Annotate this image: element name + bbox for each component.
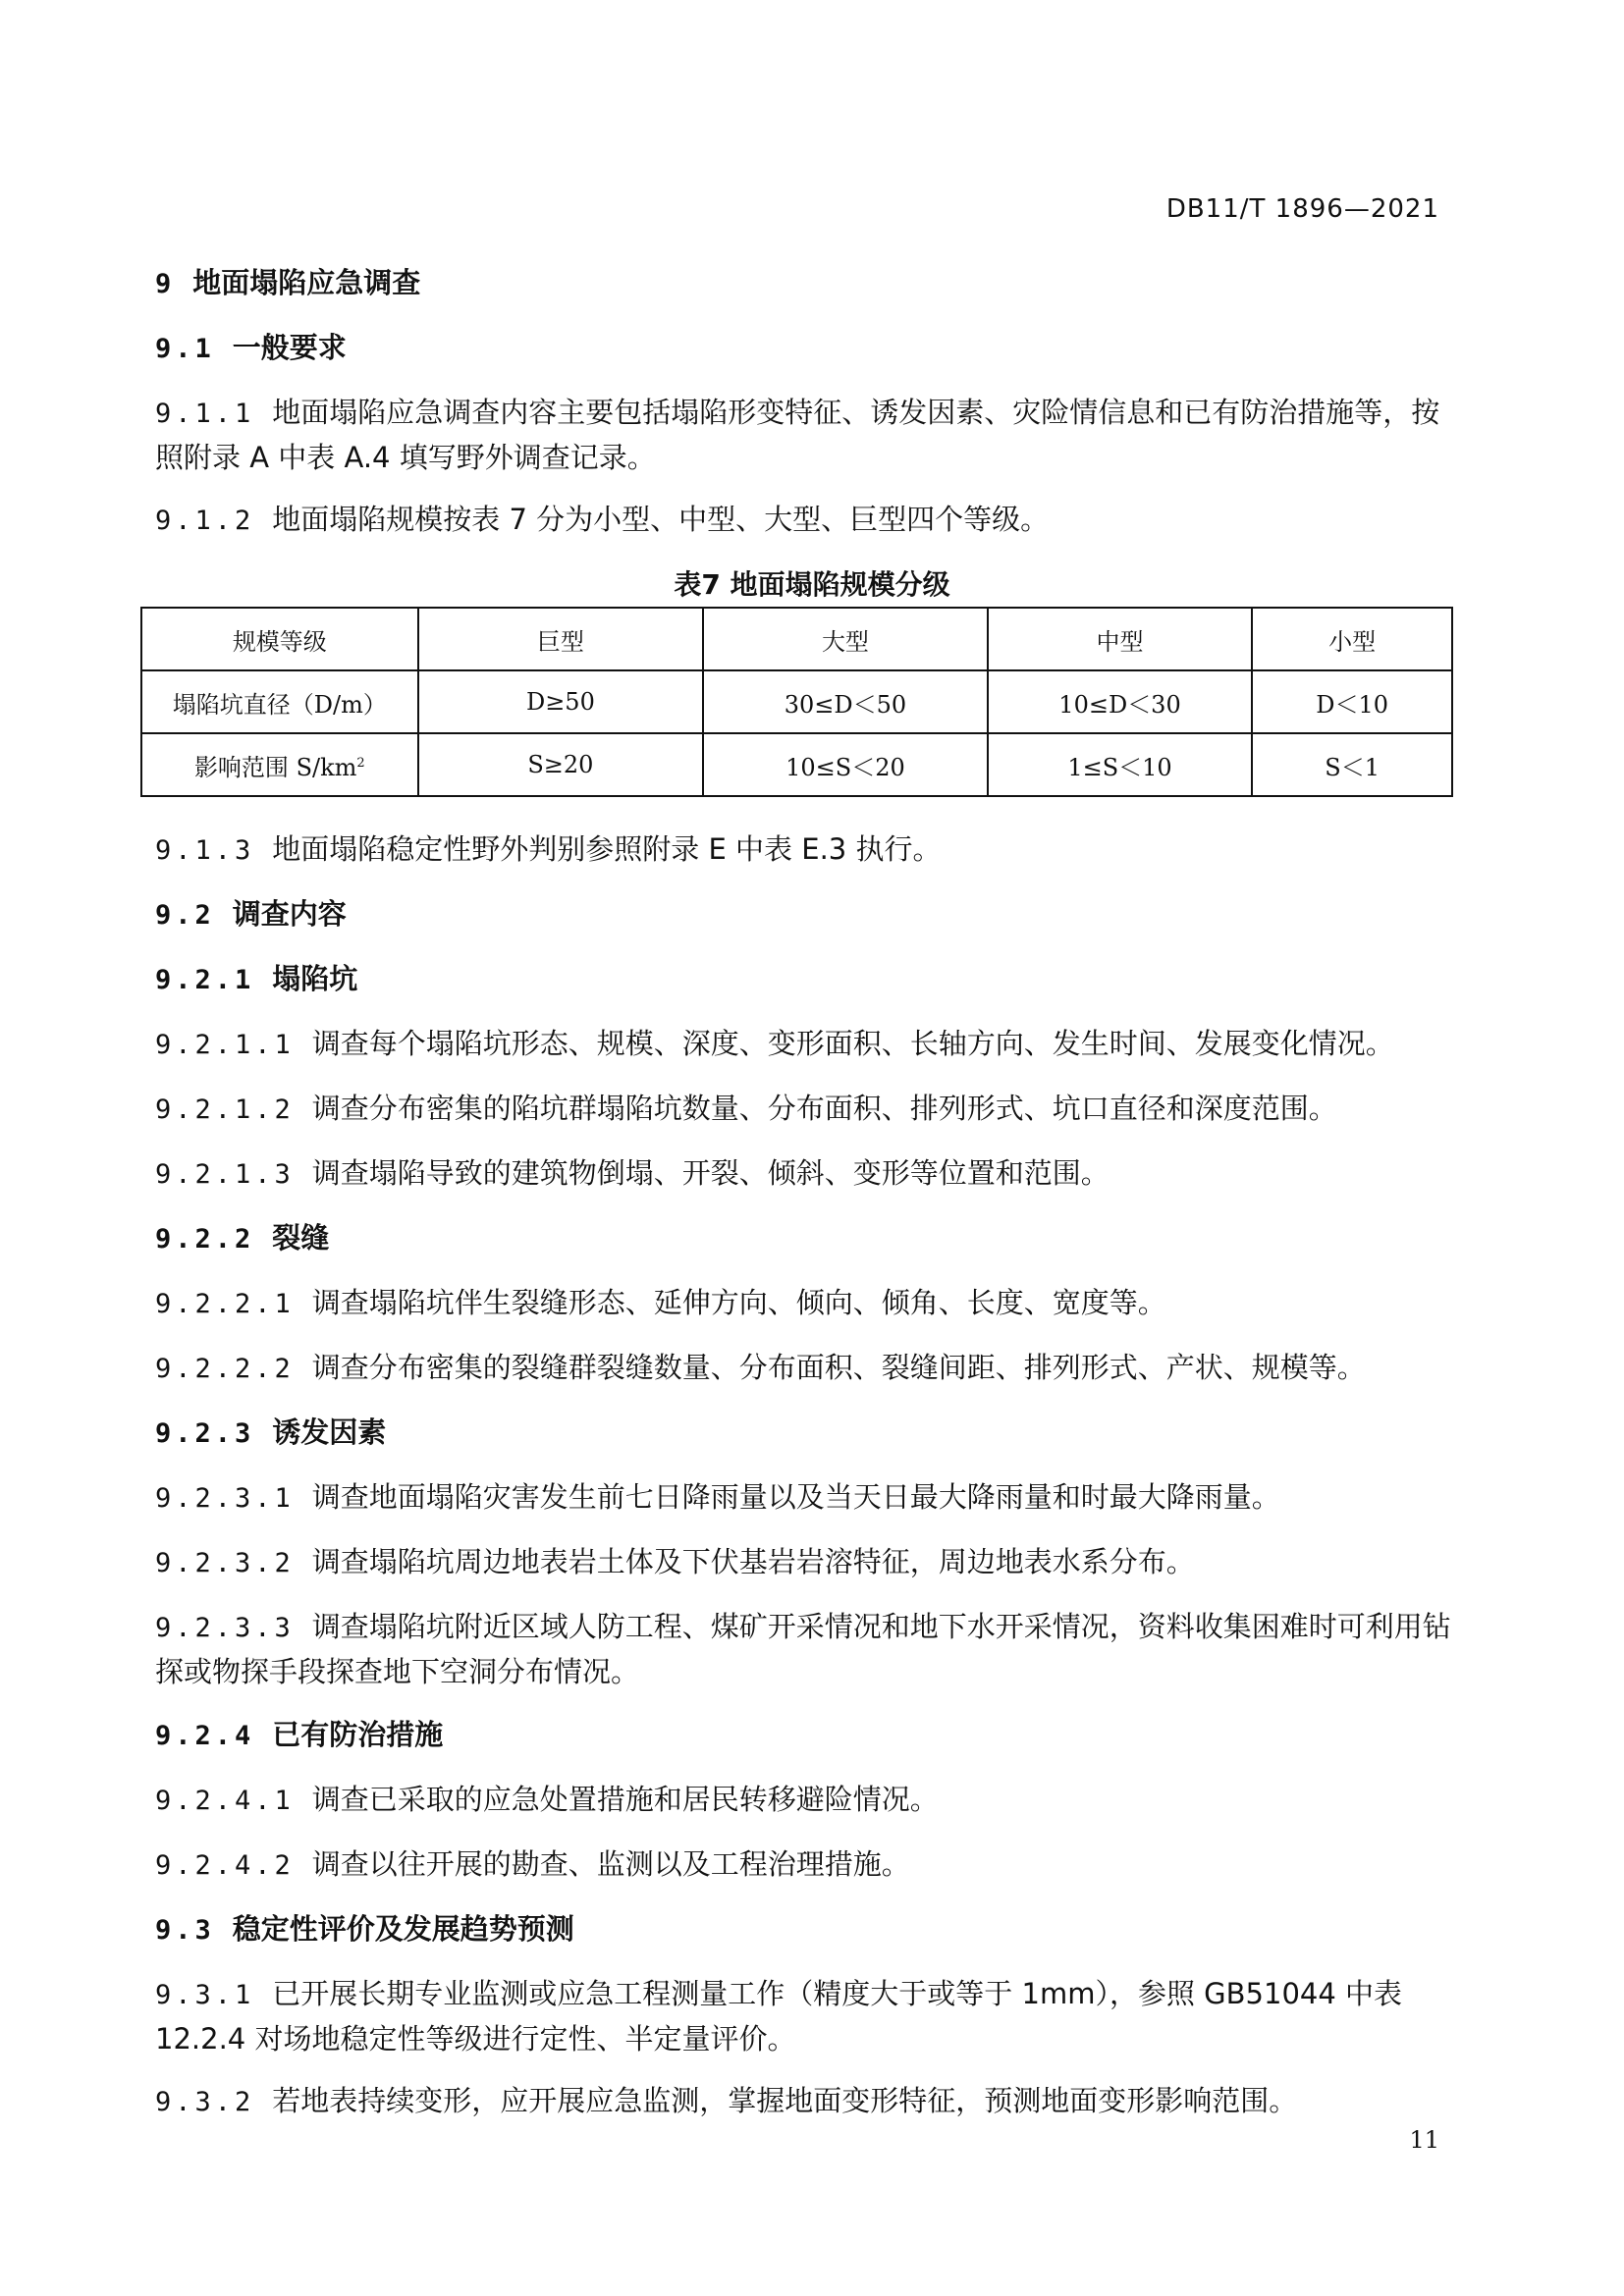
paragraph: 9.1.2 地面塌陷规模按表 7 分为小型、中型、大型、巨型四个等级。 [155, 503, 1050, 536]
section-heading: 9.2.3 诱发因素 [155, 1415, 387, 1449]
paragraph: 9.2.3.3 调查塌陷坑附近区域人防工程、煤矿开采情况和地下水开采情况，资料收集困难时可利用钻探或物探手段探查地下空洞分布情况。 [155, 1610, 1451, 1688]
paragraph: 9.2.1.1 调查每个塌陷坑形态、规模、深度、变形面积、长轴方向、发生时间、发展变化情况。 [155, 1027, 1394, 1060]
table-cell: 30≤D＜50 [703, 670, 988, 733]
table-cell: 塌陷坑直径（D/m） [141, 670, 418, 733]
paragraph: 9.2.1.2 调查分布密集的陷坑群塌陷坑数量、分布面积、排列形式、坑口直径和深度范围。 [155, 1092, 1337, 1125]
section-heading: 9 地面塌陷应急调查 [155, 266, 421, 299]
table-cell: 规模等级 [141, 608, 418, 670]
table-cell: S＜1 [1252, 733, 1452, 796]
paragraph: 9.1.3 地面塌陷稳定性野外判别参照附录 E 中表 E.3 执行。 [155, 832, 942, 866]
table-cell: S≥20 [418, 733, 704, 796]
table-row [141, 670, 1452, 733]
table-cell: 10≤S＜20 [703, 733, 988, 796]
section-heading: 9.2.4 已有防治措施 [155, 1718, 444, 1751]
paragraph: 9.2.2.2 调查分布密集的裂缝群裂缝数量、分布面积、裂缝间距、排列形式、产状、规模等。 [155, 1351, 1366, 1384]
paragraph: 9.3.1 已开展长期专业监测或应急工程测量工作（精度大于或等于 1mm），参照 GB51044 中表 12.2.4 对场地稳定性等级进行定性、半定量评价。 [155, 1977, 1403, 2056]
paragraph: 9.2.2.1 调查塌陷坑伴生裂缝形态、延伸方向、倾向、倾角、长度、宽度等。 [155, 1286, 1166, 1319]
paragraph: 9.2.4.1 调查已采取的应急处置措施和居民转移避险情况。 [155, 1783, 939, 1816]
table-cell: 中型 [988, 608, 1253, 670]
section-heading: 9.3 稳定性评价及发展趋势预测 [155, 1912, 574, 1946]
section-heading: 9.2 调查内容 [155, 897, 347, 931]
paragraph: 9.2.4.2 调查以往开展的勘查、监测以及工程治理措施。 [155, 1847, 910, 1881]
paragraph: 9.3.2 若地表持续变形，应开展应急监测，掌握地面变形特征，预测地面变形影响范围。 [155, 2084, 1298, 2117]
paragraph: 9.2.3.1 调查地面塌陷灾害发生前七日降雨量以及当天日最大降雨量和时最大降雨量。 [155, 1480, 1280, 1514]
table-cell: D≥50 [418, 670, 704, 733]
paragraph: 9.2.3.2 调查塌陷坑周边地表岩土体及下伏基岩岩溶特征，周边地表水系分布。 [155, 1545, 1195, 1578]
table-cell: 1≤S＜10 [988, 733, 1253, 796]
section-heading: 9.1 一般要求 [155, 331, 347, 364]
table-row [141, 733, 1452, 796]
table-cell: 巨型 [418, 608, 704, 670]
paragraph: 9.2.1.3 调查塌陷导致的建筑物倒塌、开裂、倾斜、变形等位置和范围。 [155, 1156, 1110, 1190]
scale-table [140, 607, 1453, 797]
document-code: DB11/T 1896—2021 [1165, 194, 1439, 224]
section-heading: 9.2.2 裂缝 [155, 1221, 330, 1255]
section-heading: 9.2.1 塌陷坑 [155, 962, 358, 995]
table-cell: 10≤D＜30 [988, 670, 1253, 733]
table-cell: 小型 [1252, 608, 1452, 670]
table-cell: D＜10 [1252, 670, 1452, 733]
page-number: 11 [1409, 2126, 1439, 2154]
table-cell: 影响范围 $S/km^2$ [141, 733, 418, 796]
paragraph: 9.1.1 地面塌陷应急调查内容主要包括塌陷形变特征、诱发因素、灾险情信息和已有防治措施等，按照附录 A 中表 A.4 填写野外调查记录。 [155, 396, 1440, 474]
table-header-row [141, 608, 1452, 670]
table-cell: 大型 [703, 608, 988, 670]
table-title: 表7 地面塌陷规模分级 [674, 568, 950, 601]
